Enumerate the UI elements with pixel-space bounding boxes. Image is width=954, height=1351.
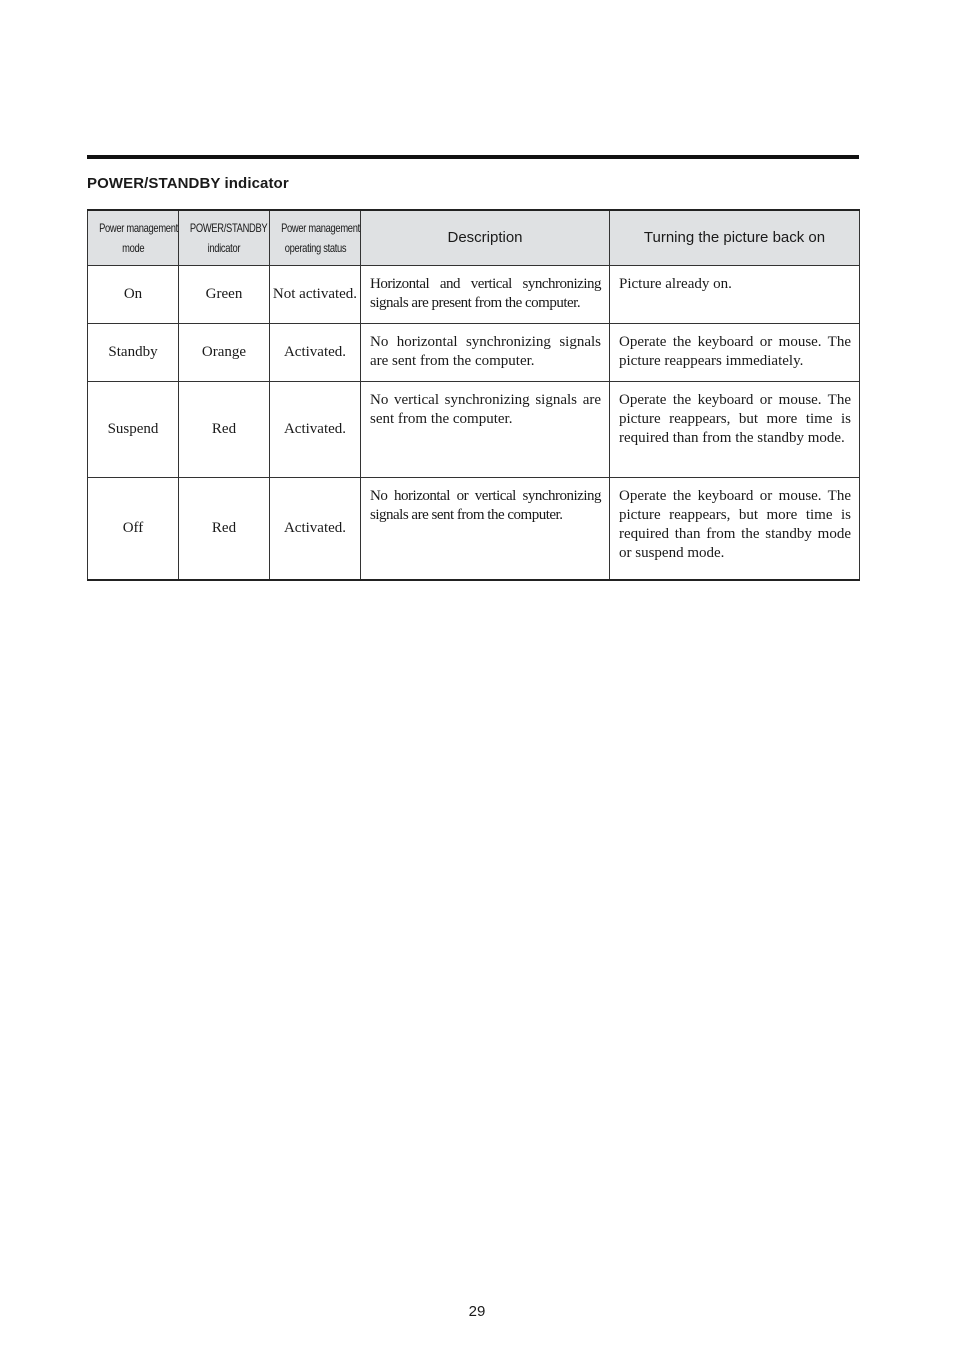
table-row bbox=[88, 381, 860, 477]
cell-mode: Off bbox=[88, 477, 179, 580]
cell-turning-on: Operate the keyboard or mouse. The picture reappears, but more time is required than from the standby mode or suspend mode. bbox=[610, 477, 860, 580]
cell-turning-on: Operate the keyboard or mouse. The picture reappears immediately. bbox=[610, 323, 860, 381]
cell-description: No horizontal synchronizing signals are sent from the computer. bbox=[361, 323, 610, 381]
header-power-management-mode: Power management mode bbox=[88, 210, 179, 265]
power-standby-table-container bbox=[87, 209, 859, 581]
header-turning-picture-back-on: Turning the picture back on bbox=[610, 210, 860, 265]
header-power-standby-indicator: POWER/STANDBY indicator bbox=[179, 210, 270, 265]
cell-turning-on: Operate the keyboard or mouse. The picture reappears, but more time is required than from the standby mode. bbox=[610, 381, 860, 477]
cell-turning-on: Picture already on. bbox=[610, 265, 860, 323]
header-description: Description bbox=[361, 210, 610, 265]
cell-mode: On bbox=[88, 265, 179, 323]
section-top-rule bbox=[87, 155, 859, 159]
cell-description: Horizontal and vertical synchronizing signals are present from the computer. bbox=[361, 265, 610, 323]
cell-mode: Suspend bbox=[88, 381, 179, 477]
section-title: POWER/STANDBY indicator bbox=[87, 175, 289, 192]
cell-status: Activated. bbox=[270, 323, 361, 381]
table-row bbox=[88, 265, 860, 323]
table-row bbox=[88, 323, 860, 381]
cell-status: Not activated. bbox=[270, 265, 361, 323]
cell-status: Activated. bbox=[270, 477, 361, 580]
page-number: 29 bbox=[468, 1303, 486, 1320]
cell-description: No horizontal or vertical synchronizing signals are sent from the computer. bbox=[361, 477, 610, 580]
cell-indicator: Red bbox=[179, 381, 270, 477]
cell-description: No vertical synchronizing signals are sent from the computer. bbox=[361, 381, 610, 477]
table-header-row bbox=[88, 210, 860, 265]
cell-indicator: Orange bbox=[179, 323, 270, 381]
header-operating-status: Power management operating status bbox=[270, 210, 361, 265]
cell-indicator: Red bbox=[179, 477, 270, 580]
power-standby-table bbox=[87, 209, 860, 581]
cell-status: Activated. bbox=[270, 381, 361, 477]
cell-mode: Standby bbox=[88, 323, 179, 381]
cell-indicator: Green bbox=[179, 265, 270, 323]
table-row bbox=[88, 477, 860, 580]
